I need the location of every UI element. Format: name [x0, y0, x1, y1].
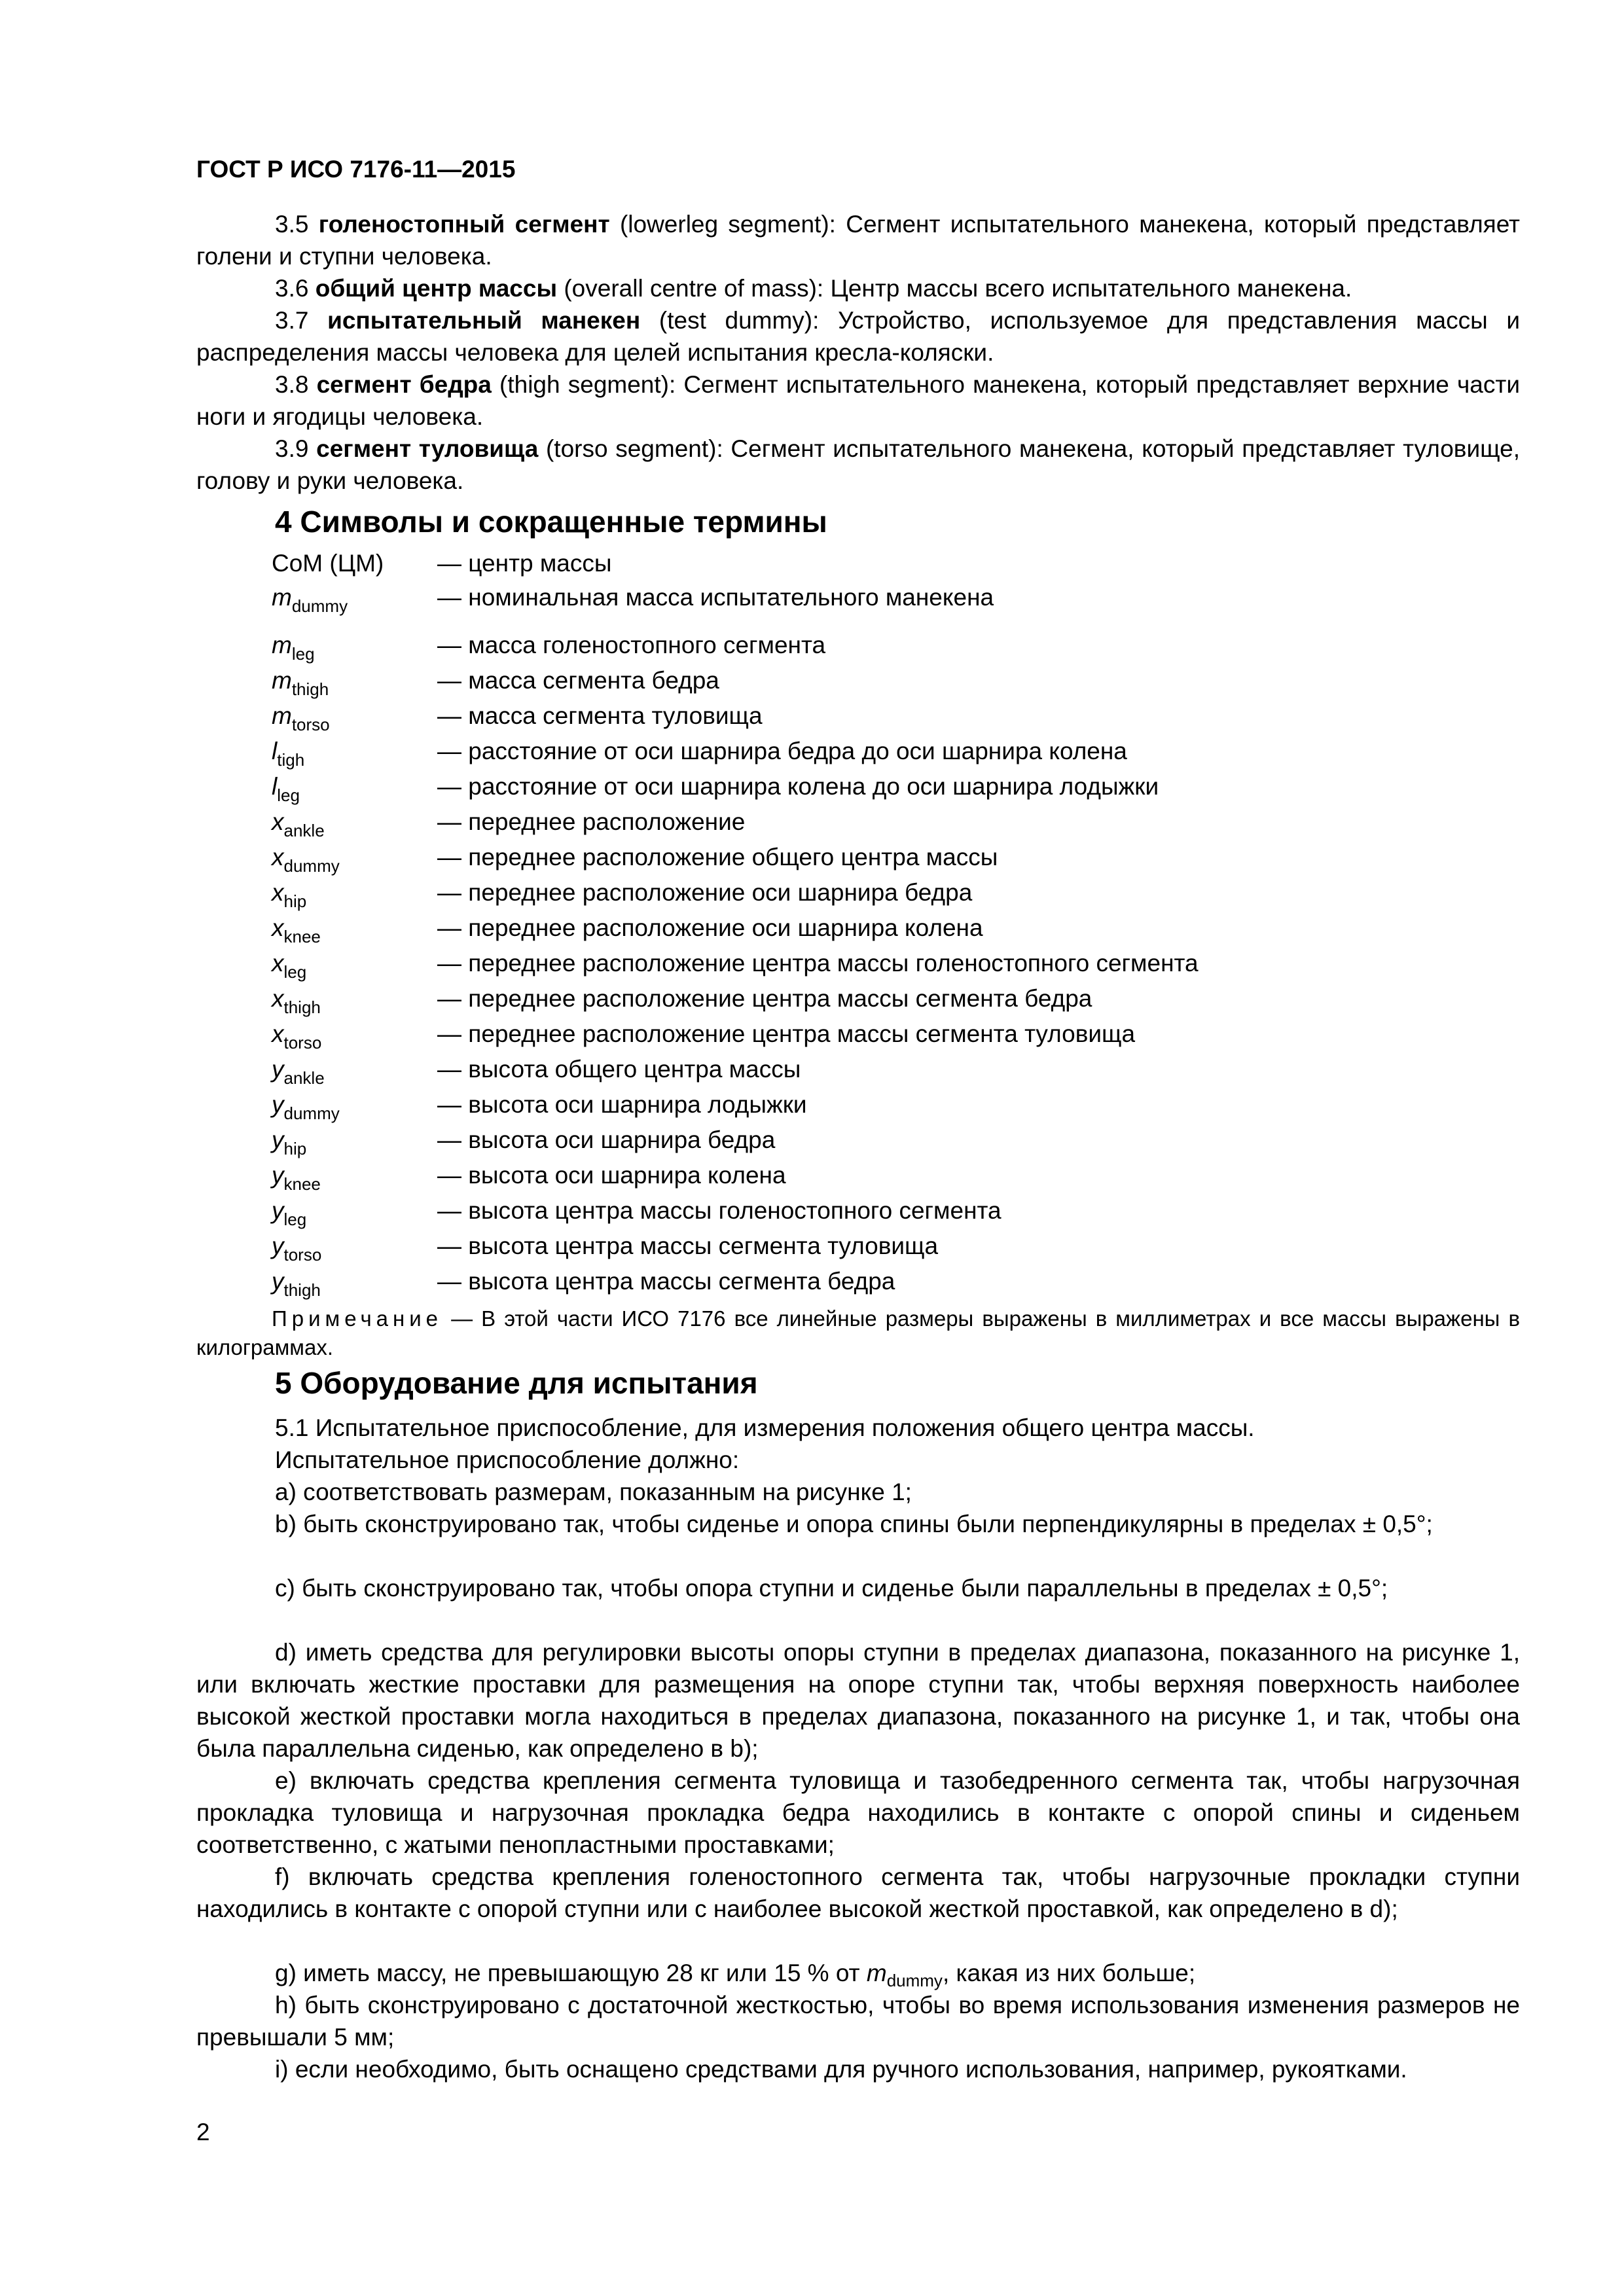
section-4-heading: 4 Символы и сокращенные термины	[275, 505, 827, 539]
list-item-b: b) быть сконструировано так, чтобы сиденье и опора спины были перпендикулярны в пределах ± 0,5°;	[275, 1511, 1433, 1537]
list-item-i: i) если необходимо, быть оснащено средствами для ручного использования, например, рукоятками.	[275, 2056, 1407, 2083]
list-item-c: c) быть сконструировано так, чтобы опора ступни и сиденье были параллельны в пределах ± 0,5°;	[275, 1575, 1388, 1602]
definition-3-6: 3.6 общий центр массы (overall centre of mass): Центр массы всего испытательного манекена.	[275, 275, 1352, 302]
definition-3-9: 3.9 сегмент туловища (torso segment): Сегмент испытательного манекена, который представляет туловище, голову и руки человека.	[196, 435, 1521, 494]
list-item-d: d) иметь средства для регулировки высоты опоры ступни в пределах диапазона, показанного на рисунке 1, или включать жесткие проставки для размещения на опоре ступни так, чтобы верхняя поверхность наиболее высокой жесткой проставки могла находиться в пределах диапазона, показанного на рисунке 1, и так, чтобы она была параллельна сиденью, как определено в b);	[196, 1639, 1520, 1762]
paragraph: 5.1 Испытательное приспособление, для измерения положения общего центра массы.	[275, 1414, 1255, 1441]
page-number: 2	[196, 2119, 210, 2145]
definition-3-8: 3.8 сегмент бедра (thigh segment): Сегмент испытательного манекена, который представляет верхние части ноги и ягодицы человека.	[196, 371, 1520, 430]
note: Примечание — В этой части ИСО 7176 все линейные размеры выражены в миллиметрах и все массы выражены в килограммах.	[196, 1306, 1520, 1359]
document-header: ГОСТ Р ИСО 7176-11—2015	[196, 156, 516, 183]
list-item-a: a) соответствовать размерам, показанным на рисунке 1;	[275, 1479, 912, 1505]
paragraph: Испытательное приспособление должно:	[275, 1446, 740, 1473]
section-5-heading: 5 Оборудование для испытания	[275, 1366, 758, 1400]
list-item-e: e) включать средства крепления сегмента туловища и тазобедренного сегмента так, чтобы нагрузочная прокладка туловища и нагрузочная прокладка бедра находились в контакте с опорой спины и сиденьем соответственно, с жатыми пенопластными проставками;	[196, 1767, 1520, 1858]
list-item-h: h) быть сконструировано с достаточной жесткостью, чтобы во время использования изменения размеров не превышали 5 мм;	[196, 1992, 1520, 2051]
list-item-f: f) включать средства крепления голеностопного сегмента так, чтобы нагрузочные прокладки ступни находились в контакте с опорой ступни или с наиболее высокой жесткой проставкой, как определено в d);	[196, 1863, 1520, 1922]
definition-3-5: 3.5 голеностопный сегмент (lowerleg segment): Сегмент испытательного манекена, который представляет голени и ступни человека.	[196, 211, 1521, 270]
list-item-g: g) иметь массу, не превышающую 28 кг или 15 % от $m_{dummy}$, какая из них больше;	[275, 1960, 1196, 1990]
definition-3-7: 3.7 испытательный манекен (test dummy): Устройство, используемое для представления массы и распределения массы человека для целей испытания кресла-коляски.	[196, 307, 1521, 366]
